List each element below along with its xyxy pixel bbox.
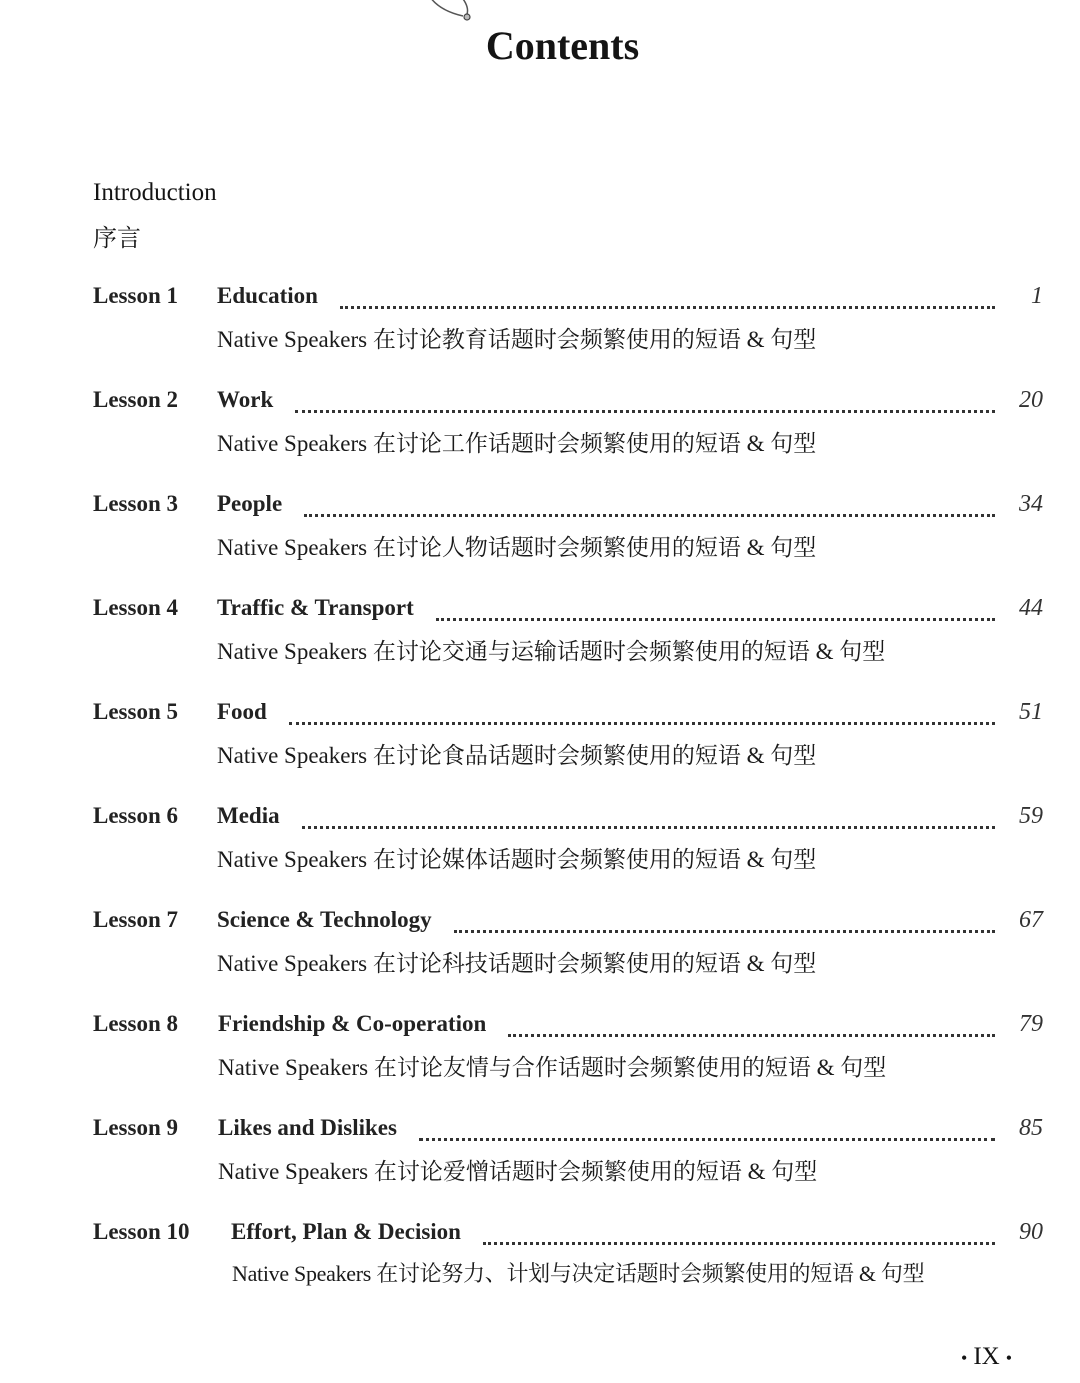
toc-entry-lesson-4[interactable] xyxy=(93,595,1043,675)
toc-line xyxy=(218,1115,1043,1145)
lesson-topic[interactable]: Food xyxy=(217,699,267,724)
bullet-dot: • xyxy=(961,1347,968,1368)
lesson-label: Lesson 1 xyxy=(93,283,178,308)
lesson-topic[interactable]: Media xyxy=(217,803,280,828)
lesson-subtitle: Native Speakers 在讨论努力、计划与决定话题时会频繁使用的短语 & 句型 xyxy=(232,1261,925,1286)
page-number[interactable]: 79 xyxy=(1019,1011,1043,1037)
dot-leader xyxy=(340,292,995,309)
lesson-subtitle: Native Speakers 在讨论媒体话题时会频繁使用的短语 & 句型 xyxy=(217,847,817,872)
dot-leader xyxy=(419,1124,995,1141)
toc-entry-lesson-5[interactable] xyxy=(93,699,1043,779)
lesson-label: Lesson 7 xyxy=(93,907,178,932)
page-number[interactable]: 59 xyxy=(1019,803,1043,829)
lesson-label: Lesson 4 xyxy=(93,595,178,620)
toc-entry-lesson-9[interactable] xyxy=(93,1115,1043,1195)
page-number[interactable]: 34 xyxy=(1019,491,1043,517)
page-number[interactable]: 85 xyxy=(1019,1115,1043,1141)
page-number[interactable]: 51 xyxy=(1019,699,1043,725)
toc-line xyxy=(218,1011,1043,1041)
toc-line xyxy=(217,803,1043,833)
lesson-topic[interactable]: Effort, Plan & Decision xyxy=(231,1219,461,1244)
dot-leader xyxy=(436,604,995,621)
page-number[interactable]: 67 xyxy=(1019,907,1043,933)
lesson-subtitle: Native Speakers 在讨论教育话题时会频繁使用的短语 & 句型 xyxy=(217,327,817,352)
dot-leader xyxy=(483,1228,995,1245)
page-title: Contents xyxy=(485,23,640,68)
lesson-subtitle: Native Speakers 在讨论科技话题时会频繁使用的短语 & 句型 xyxy=(217,951,817,976)
toc-line xyxy=(217,387,1043,417)
lesson-topic[interactable]: Education xyxy=(217,283,318,308)
lesson-topic[interactable]: Science & Technology xyxy=(217,907,432,932)
page-number[interactable]: 1 xyxy=(1031,283,1043,309)
toc-entry-lesson-2[interactable] xyxy=(93,387,1043,467)
page-number[interactable]: 90 xyxy=(1019,1219,1043,1245)
lesson-label: Lesson 5 xyxy=(93,699,178,724)
page-footer xyxy=(955,1343,1018,1371)
dot-leader xyxy=(295,396,995,413)
lesson-label: Lesson 6 xyxy=(93,803,178,828)
lesson-topic[interactable]: Likes and Dislikes xyxy=(218,1115,397,1140)
dot-leader xyxy=(454,916,995,933)
lesson-subtitle: Native Speakers 在讨论交通与运输话题时会频繁使用的短语 & 句型 xyxy=(217,639,886,664)
lesson-subtitle: Native Speakers 在讨论食品话题时会频繁使用的短语 & 句型 xyxy=(217,743,817,768)
toc-line xyxy=(217,491,1043,521)
introduction-link[interactable]: Introduction xyxy=(93,179,217,206)
dot-leader xyxy=(289,708,995,725)
lesson-label: Lesson 3 xyxy=(93,491,178,516)
page-number-roman: IX xyxy=(973,1343,1000,1370)
lesson-subtitle: Native Speakers 在讨论爱憎话题时会频繁使用的短语 & 句型 xyxy=(218,1159,818,1184)
toc-line xyxy=(217,699,1043,729)
page-number[interactable]: 20 xyxy=(1019,387,1043,413)
page-number[interactable]: 44 xyxy=(1019,595,1043,621)
dot-leader xyxy=(304,500,995,517)
lesson-subtitle: Native Speakers 在讨论工作话题时会频繁使用的短语 & 句型 xyxy=(217,431,817,456)
lesson-topic[interactable]: Work xyxy=(217,387,274,412)
lesson-subtitle: Native Speakers 在讨论人物话题时会频繁使用的短语 & 句型 xyxy=(217,535,817,560)
toc-entry-lesson-7[interactable] xyxy=(93,907,1043,987)
toc-entry-lesson-1[interactable] xyxy=(93,283,1043,363)
toc-line xyxy=(217,595,1043,625)
toc-line xyxy=(217,283,1043,313)
lesson-label: Lesson 9 xyxy=(93,1115,178,1140)
dot-leader xyxy=(302,812,995,829)
toc-line xyxy=(231,1219,1043,1249)
lesson-label: Lesson 2 xyxy=(93,387,178,412)
lesson-topic[interactable]: Traffic & Transport xyxy=(217,595,414,620)
toc-entry-lesson-3[interactable] xyxy=(93,491,1043,571)
lesson-label: Lesson 10 xyxy=(93,1219,190,1244)
lesson-topic[interactable]: People xyxy=(217,491,283,516)
lesson-topic[interactable]: Friendship & Co-operation xyxy=(218,1011,487,1036)
introduction-zh-label[interactable]: 序言 xyxy=(93,224,141,252)
lesson-label: Lesson 8 xyxy=(93,1011,178,1036)
toc-entry-lesson-6[interactable] xyxy=(93,803,1043,883)
lesson-subtitle: Native Speakers 在讨论友情与合作话题时会频繁使用的短语 & 句型 xyxy=(218,1055,887,1080)
bullet-dot: • xyxy=(1005,1347,1013,1368)
toc-line xyxy=(217,907,1043,937)
toc-entry-lesson-10[interactable] xyxy=(93,1219,1043,1299)
dot-leader xyxy=(508,1020,995,1037)
toc-entry-lesson-8[interactable] xyxy=(93,1011,1043,1091)
